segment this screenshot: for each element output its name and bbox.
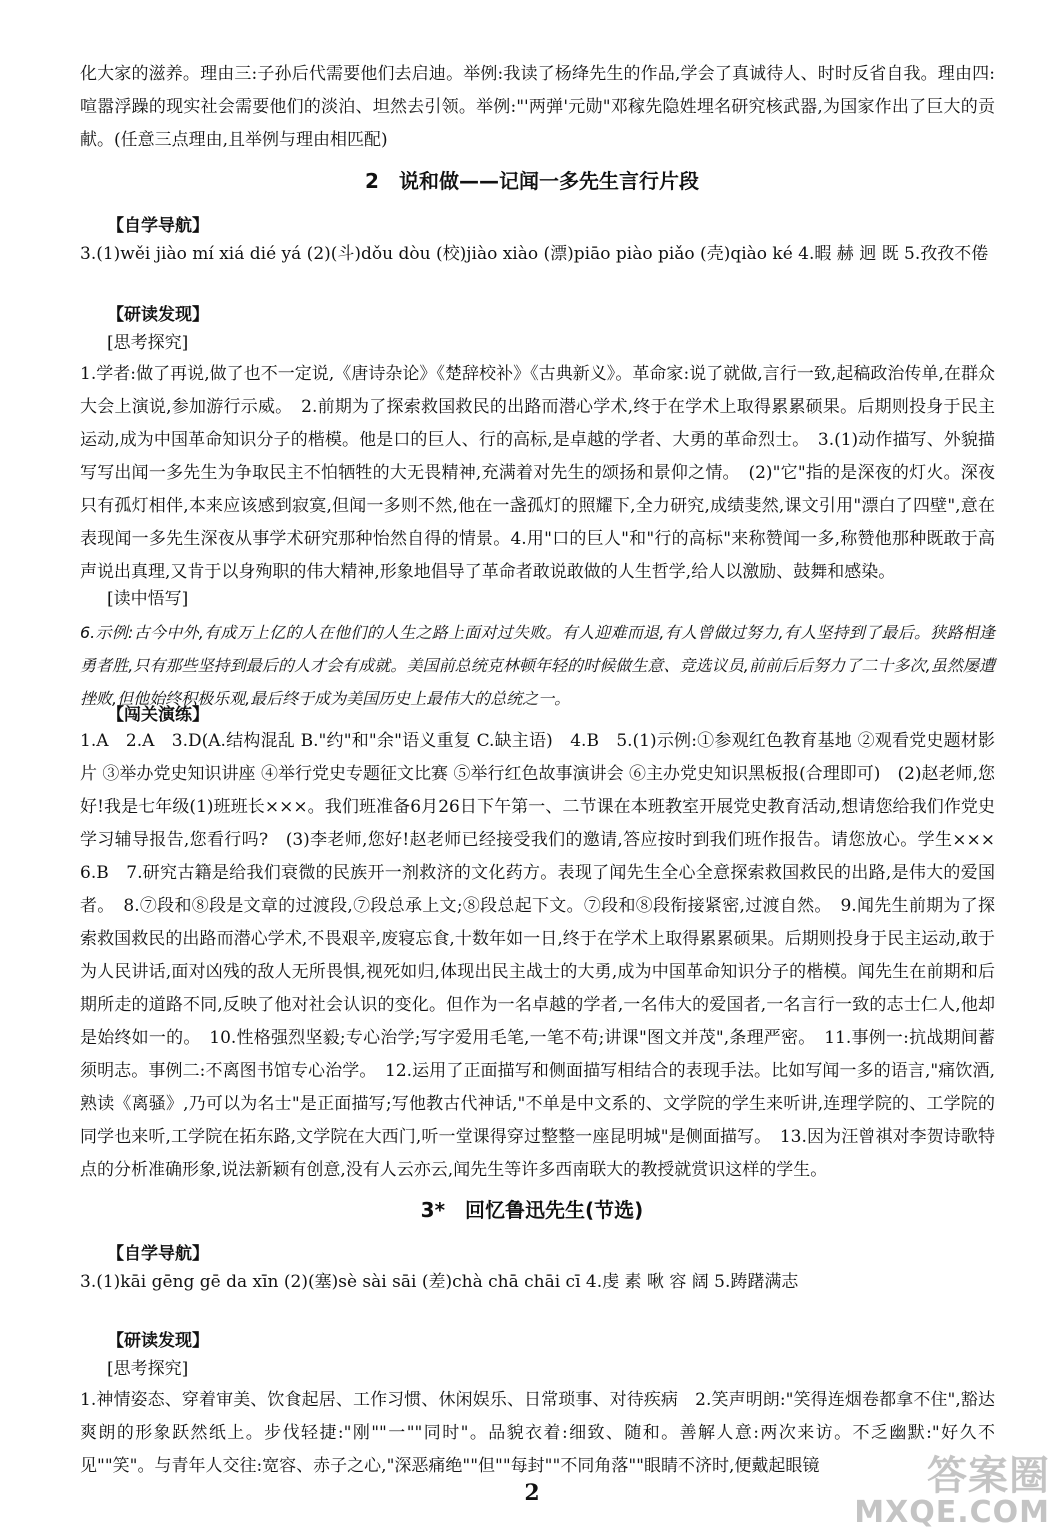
lesson-3-sikao-answers: 1.神情姿态、穿着审美、饮食起居、工作习惯、休闲娱乐、日常琐事、对待疾病 2.笑声明朗:"笑得连烟卷都拿不住",豁达爽朗的形象跃然纸上。步伐轻捷:"刚""一""同时"。品貌衣着:细致、随和。善解人意:两次来访。不乏幽默:"好久不见""笑"。与青年人交往:宽容、赤子之心,"深恶痛绝""但""每封""不同角落""眼睛不济时,便戴起眼镜 xyxy=(80,1390,995,1476)
lesson-3-sikao-heading: [思考探究] xyxy=(107,1359,189,1379)
lesson-3-title: 3* 回忆鲁迅先生(节选) xyxy=(420,1198,644,1222)
lesson-3-zixue-answers: 3.(1)kāi gēng gē da xīn (2)(塞)sè sài sāi (差)chà chā chāi cī 4.虔 素 啾 容 阔 5.踌躇满志 xyxy=(80,1272,799,1292)
page-number: 2 xyxy=(524,1480,540,1506)
lesson-2-sikao-heading: [思考探究] xyxy=(107,333,189,353)
lesson-2-yandu-heading: 【研读发现】 xyxy=(107,305,209,325)
watermark-line-2: MXQE.COM xyxy=(854,1494,1050,1530)
lesson-2-zixue-heading: 【自学导航】 xyxy=(107,216,209,236)
site-watermark-logo xyxy=(854,1452,1050,1530)
lesson-3-yandu-heading: 【研读发现】 xyxy=(107,1331,209,1351)
lesson-2-chuangguan-answers: 1.A 2.A 3.D(A.结构混乱 B."约"和"余"语义重复 C.缺主语) 4.B 5.(1)示例:①参观红色教育基地 ②观看党史题材影片 ③举办党史知识讲座 ④举行党史专题征文比赛 ⑤举行红色故事演讲会 ⑥主办党史知识黑板报(合理即可) (2)赵老师,您好!我是七年级(1)班班长×××。我们班准备6月26日下午第一、二节课在本班教室开展党史教育活动,想请您给我们作党史学习辅导报告,您看行吗? (3)李老师,您好!赵老师已经接受我们的邀请,答应按时到我们班作报告。请您放心。学生××× 6.B 7.研究古籍是给我们衰微的民族开一剂救济的文化药方。表现了闻先生全心全意探索救国救民的出路,是伟大的爱国者。 8.⑦段和⑧段是文章的过渡段,⑦段总承上文;⑧段总起下文。⑦段和⑧段衔接紧密,过渡自然。 9.闻先生前期为了探索救国救民的出路而潜心学术,不畏艰辛,废寝忘食,十数年如一日,终于在学术上取得累累硕果。后期则投身于民主运动,敢于为人民讲话,面对凶残的敌人无所畏惧,视死如归,体现出民主战士的大勇,成为中国革命知识分子的楷模。闻先生在前期和后期所走的道路不同,反映了他对社会认识的变化。但作为一名卓越的学者,一名伟大的爱国者,一名言行一致的志士仁人,他却是始终如一的。 10.性格强烈坚毅;专心治学;写字爱用毛笔,一笔不苟;讲课"图文并茂",条理严密。 11.事例一:抗战期间蓄须明志。事例二:不离图书馆专心治学。 12.运用了正面描写和侧面描写相结合的表现手法。比如写闻一多的语言,"痛饮酒,熟读《离骚》,乃可以为名士"是正面描写;写他教古代神话,"不单是中文系的、文学院的学生来听讲,连理学院的、工学院的同学也来听,工学院在拓东路,文学院在大西门,听一堂课得穿过整整一座昆明城"是侧面描写。 13.因为汪曾祺对李贺诗歌特点的分析准确形象,说法新颖有创意,没有人云亦云,闻先生等许多西南联大的教授就赏识这样的学生。 xyxy=(80,731,1012,1180)
lesson-2-sikao-answers: 1.学者:做了再说,做了也不一定说,《唐诗杂论》《楚辞校补》《古典新义》。革命家:说了就做,言行一致,起稿政治传单,在群众大会上演说,参加游行示威。 2.前期为了探索救国救民的出路而潜心学术,终于在学术上取得累累硕果。后期则投身于民主运动,成为中国革命知识分子的楷模。他是口的巨人、行的高标,是卓越的学者、大勇的革命烈士。 3.(1)动作描写、外貌描写写出闻一多先生为争取民主不怕牺牲的大无畏精神,充满着对先生的颂扬和景仰之情。 (2)"它"指的是深夜的灯火。深夜只有孤灯相伴,本来应该感到寂寞,但闻一多则不然,他在一盏孤灯的照耀下,全力研究,成绩斐然,课文引用"漂白了四壁",意在表现闻一多先生深夜从事学术研究那种怡然自得的情景。4.用"口的巨人"和"行的高标"来称赞闻一多,称赞他那种既敢于高声说出真理,又肯于以身殉职的伟大精神,形象地倡导了革命者敢说敢做的人生哲学,给人以激励、鼓舞和感染。 xyxy=(80,364,995,582)
lesson-2-zixue-answers: 3.(1)wěi jiào mí xiá dié yá (2)(斗)dǒu dòu (校)jiào xiào (漂)piāo piào piǎo (壳)qiào ké 4.暇 赫 迥 既 5.孜孜不倦 xyxy=(80,244,989,264)
lesson-2-duzhong-answer: 6.示例:古今中外,有成万上亿的人在他们的人生之路上面对过失败。有人迎难而退,有人曾做过努力,有人坚持到了最后。狭路相逢勇者胜,只有那些坚持到最后的人才会有成就。美国前总统克林顿年轻的时候做生意、竞选议员,前前后后努力了二十多次,虽然屡遭挫败,但他始终积极乐观,最后终于成为美国历史上最伟大的总统之一。 xyxy=(80,623,995,708)
lesson-2-duzhong-heading: [读中悟写] xyxy=(107,589,189,609)
watermark-line-1: 答案圈 xyxy=(927,1452,1050,1499)
lesson-2-title: 2 说和做——记闻一多先生言行片段 xyxy=(365,169,699,193)
lesson-3-zixue-heading: 【自学导航】 xyxy=(107,1244,209,1264)
lesson-2-chuangguan-heading: 【闯关演练】 xyxy=(107,705,209,725)
intro-paragraph: 化大家的滋养。理由三:子孙后代需要他们去启迪。举例:我读了杨绛先生的作品,学会了真诚待人、时时反省自我。理由四:喧嚣浮躁的现实社会需要他们的淡泊、坦然去引领。举例:"'两弹'元勋"邓稼先隐姓埋名研究核武器,为国家作出了巨大的贡献。(任意三点理由,且举例与理由相匹配) xyxy=(80,64,995,150)
